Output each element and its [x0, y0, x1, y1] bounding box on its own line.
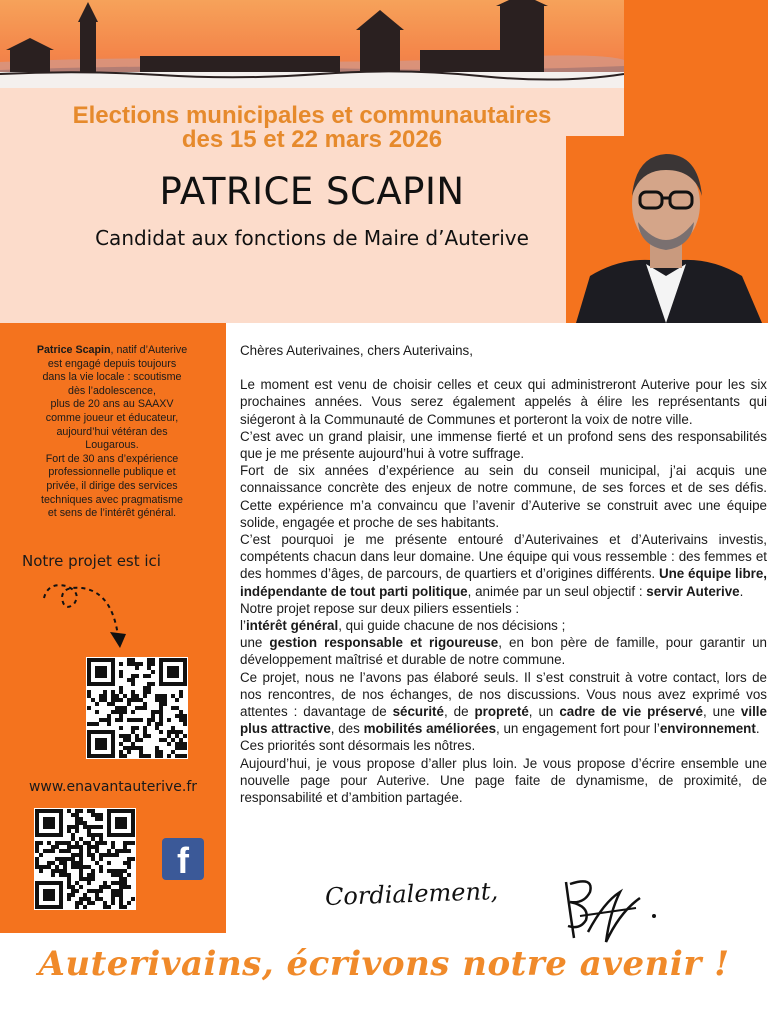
candidate-title: Candidat aux fonctions de Maire d’Auterive — [95, 226, 529, 250]
election-headline-line1: Elections municipales et communautaires — [72, 102, 552, 129]
emphasis: intérêt général — [245, 618, 339, 634]
emphasis: sécurité — [392, 704, 444, 720]
letter-closing: Cordialement, — [324, 876, 499, 912]
text-run: , un engagement fort pour l’ — [496, 721, 660, 737]
text-run: , qui guide chacune de nos décisions ; — [338, 618, 566, 634]
emphasis: propreté — [474, 704, 529, 720]
letter-paragraph: Fort de six années d’expérience au sein du conseil municipal, j’ai acquis une connaissance concrète des enjeux de notre commune, de ses forces et de ses défis. Cette expérience m’a convaincu que l’avenir d’Auterive se construit avec une équipe solide, engagée et proche de ses habitants. — [240, 463, 767, 530]
letter-paragraph: Ces priorités sont désormais les nôtres. — [240, 738, 476, 754]
text-run: , un — [528, 704, 560, 720]
text-run: , en bon père de famille, pour garantir un développement maîtrisé et durable de notre commune. — [240, 635, 767, 668]
text-run: l’ — [240, 618, 246, 634]
letter-body — [240, 342, 767, 806]
letter-paragraph — [240, 531, 767, 600]
emphasis: gestion responsable et rigoureuse — [269, 635, 499, 651]
candidate-portrait — [566, 136, 768, 323]
emphasis: ville plus attractive — [240, 704, 767, 737]
project-qr-code[interactable] — [86, 657, 188, 759]
bio-line: Lougarous. — [85, 439, 139, 452]
bio-line: techniques avec pragmatisme — [41, 493, 183, 506]
text-run: . — [739, 583, 744, 599]
letter-paragraph: Notre projet repose sur deux piliers essentiels : — [240, 600, 520, 616]
letter-paragraph: Aujourd’hui, je vous propose d’aller plus loin. Je vous propose d’écrire ensemble une nouvelle page pour Auterive. Une page faite de dynamisme, de proximité, de responsabilité et d’ambition partagée. — [240, 755, 767, 806]
bio-line: aujourd’hui vétéran des — [56, 425, 168, 438]
text-run: . — [755, 721, 760, 737]
letter-paragraph — [240, 617, 767, 634]
emphasis: cadre de vie préservé — [559, 704, 703, 720]
text-run: C’est pourquoi je me présente entouré d’Auterivaines et d’Auterivains investis, compétents chacun dans leur domaine. Une équipe qui vous ressemble : des femmes et des hommes d’âges, de parcours, de quartiers et d’origines différents. — [240, 532, 767, 582]
letter-paragraph — [240, 634, 767, 668]
letter-greeting: Chères Auterivaines, chers Auterivains, — [240, 343, 473, 358]
bio-line: Fort de 30 ans d’expérience — [45, 452, 179, 465]
emphasis: servir Auterive — [646, 583, 740, 599]
header-banner-illustration — [0, 0, 624, 88]
bio-line: professionnelle publique et — [48, 466, 176, 479]
bio-line: privée, il dirige des services — [46, 479, 178, 492]
bio-line: est engagé depuis toujours — [47, 357, 177, 370]
emphasis: mobilités améliorées — [363, 721, 497, 737]
emphasis: Une équipe libre, indépendante de tout parti politique — [240, 566, 767, 599]
dotted-arrow-icon — [38, 578, 128, 658]
letter-paragraph: C’est avec un grand plaisir, une immense fierté et un profond sens des responsabilités que je me présente aujourd’hui à votre suffrage. — [240, 428, 767, 462]
letter-paragraph: Le moment est venu de choisir celles et ceux qui administreront Auterive pour les six prochaines années. Vous serez également appelés à élire les représentants qui siégeront à la Communauté de Communes et porteront la voix de notre ville. — [240, 377, 767, 427]
text-run: , animée par un seul objectif : — [467, 583, 647, 599]
facebook-icon[interactable]: f — [162, 838, 204, 880]
bio-line: dans la vie locale : scoutisme — [42, 371, 182, 384]
bio-line: dès l’adolescence, — [68, 384, 156, 397]
candidate-name: PATRICE SCAPIN — [159, 170, 465, 213]
bio-line: , natif d’Auterive — [110, 344, 188, 356]
text-run: , une — [702, 704, 741, 720]
website-link[interactable]: www.enavantauterive.fr — [28, 779, 198, 795]
text-run: , de — [443, 704, 475, 720]
project-label: Notre projet est ici — [22, 552, 161, 570]
text-run: une — [240, 635, 270, 651]
text-run: Ce projet, nous ne l’avons pas élaboré seuls. Il s’est construit à votre contact, lors de nos rencontres, de nos échanges, de nos discussions. Vous nous avez exprimé vos attentes : davantage de — [240, 669, 767, 720]
facebook-qr-code[interactable] — [34, 808, 136, 910]
bio-name: Patrice Scapin — [36, 344, 111, 356]
text-run: , des — [330, 721, 364, 737]
campaign-slogan: Auterivains, écrivons notre avenir ! — [38, 944, 730, 984]
letter-paragraph — [240, 669, 767, 738]
emphasis: environnement — [659, 721, 756, 737]
candidate-bio — [12, 344, 212, 521]
bio-line: et sens de l’intérêt général. — [47, 507, 177, 520]
election-headline-line2: des 15 et 22 mars 2026 — [181, 126, 443, 153]
bio-line: plus de 20 ans au SAAXV — [50, 398, 174, 411]
bio-line: comme joueur et éducateur, — [45, 411, 179, 424]
